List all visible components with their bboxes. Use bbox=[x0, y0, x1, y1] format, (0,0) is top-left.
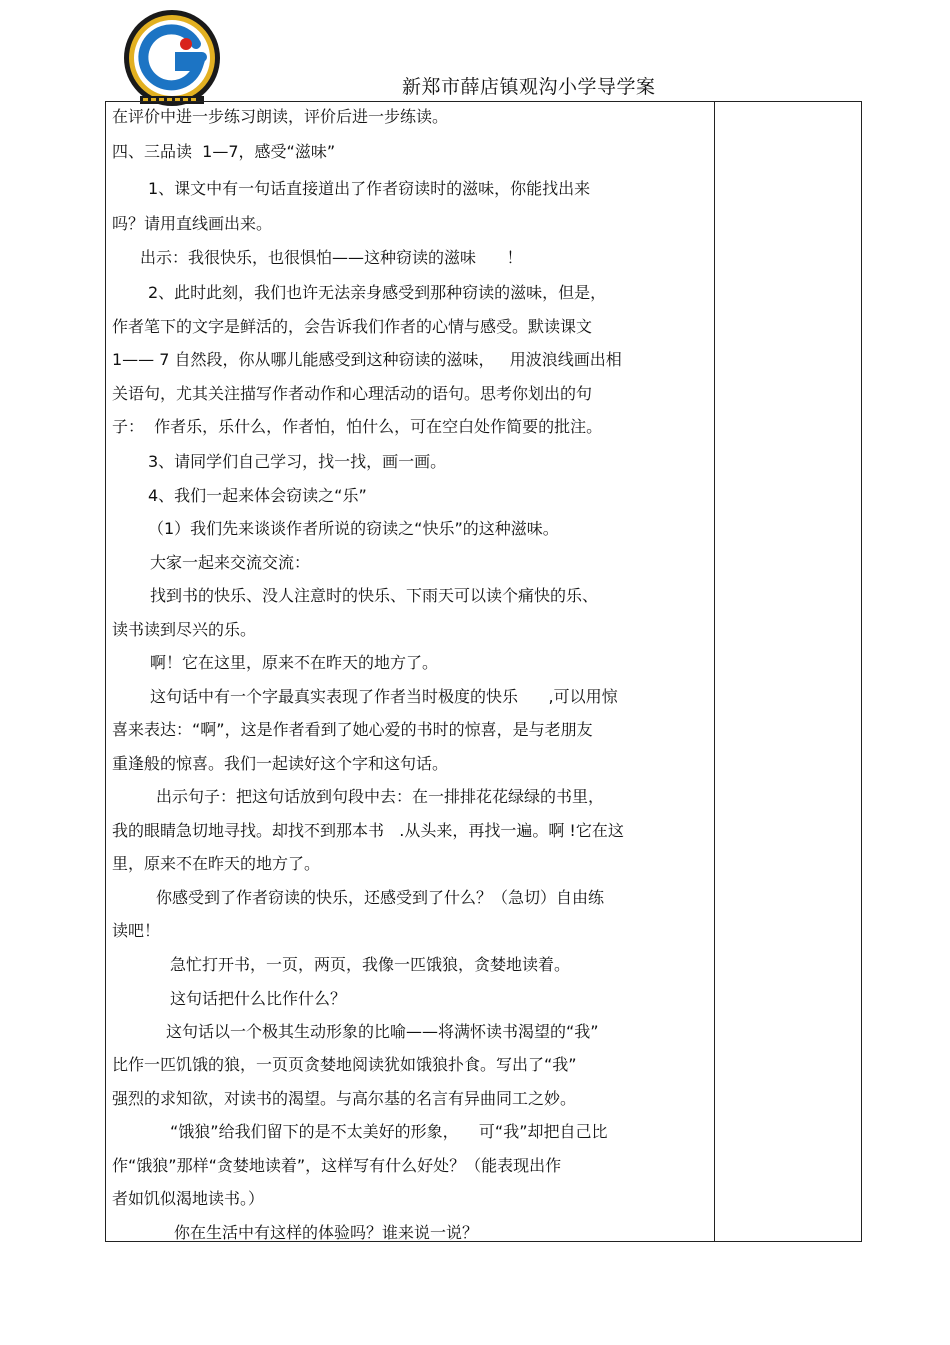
school-name-header: 新郑市薛店镇观沟小学导学案 bbox=[402, 76, 656, 98]
content-line: 吗？请用直线画出来。 bbox=[112, 214, 273, 233]
school-logo-emblem bbox=[118, 8, 226, 108]
content-line: 你感受到了作者窃读的快乐，还感受到了什么？（急切）自由练 bbox=[156, 888, 605, 907]
content-line: 你在生活中有这样的体验吗？谁来说一说？ bbox=[174, 1223, 479, 1242]
content-line: 子： 作者乐，乐什么，作者怕，怕什么，可在空白处作简要的批注。 bbox=[112, 417, 603, 436]
content-line: 这句话中有一个字最真实表现了作者当时极度的快乐 ,可以用惊 bbox=[150, 687, 618, 706]
content-line: 啊！它在这里，原来不在昨天的地方了。 bbox=[150, 653, 439, 672]
content-line: 作“饿狼”那样“贪婪地读着”，这样写有什么好处？（能表现出作 bbox=[112, 1156, 562, 1175]
content-line: 大家一起来交流交流： bbox=[150, 553, 311, 572]
content-line: 1—— 7 自然段，你从哪儿能感受到这种窃读的滋味， 用波浪线画出相 bbox=[112, 350, 622, 369]
content-line: 读书读到尽兴的乐。 bbox=[112, 620, 257, 639]
content-line: 4、我们一起来体会窃读之“乐” bbox=[148, 486, 367, 505]
content-line: 读吧！ bbox=[112, 921, 161, 940]
content-line: 比作一匹饥饿的狼，一页页贪婪地阅读犹如饿狼扑食。写出了“我” bbox=[112, 1055, 577, 1074]
content-line: 者如饥似渴地读书。） bbox=[112, 1189, 265, 1208]
content-line: 里，原来不在昨天的地方了。 bbox=[112, 854, 321, 873]
content-line: 2、此时此刻，我们也许无法亲身感受到那种窃读的滋味，但是， bbox=[148, 283, 607, 302]
content-line: “饿狼”给我们留下的是不太美好的形象， 可“我”却把自己比 bbox=[170, 1122, 608, 1141]
content-line: 在评价中进一步练习朗读，评价后进一步练读。 bbox=[112, 107, 449, 126]
content-line: 出示句子：把这句话放到句段中去：在一排排花花绿绿的书里， bbox=[156, 787, 605, 806]
content-line: 喜来表达：“啊”，这是作者看到了她心爱的书时的惊喜，是与老朋友 bbox=[112, 720, 593, 739]
content-line: 1、课文中有一句话直接道出了作者窃读时的滋味，你能找出来 bbox=[148, 179, 591, 198]
content-line: 关语句，尤其关注描写作者动作和心理活动的语句。思考你划出的句 bbox=[112, 384, 593, 403]
table-column-divider bbox=[714, 101, 715, 1242]
content-line: 四、三品读 1—7，感受“滋味” bbox=[112, 142, 336, 161]
content-line: 出示：我很快乐，也很惧怕——这种窃读的滋味 ！ bbox=[140, 248, 523, 267]
content-line: 找到书的快乐、没人注意时的快乐、下雨天可以读个痛快的乐、 bbox=[150, 586, 599, 605]
content-line: 强烈的求知欲，对读书的渴望。与高尔基的名言有异曲同工之妙。 bbox=[112, 1089, 577, 1108]
content-line: 这句话以一个极其生动形象的比喻——将满怀读书渴望的“我” bbox=[166, 1022, 599, 1041]
content-line: 这句话把什么比作什么？ bbox=[170, 989, 347, 1008]
content-line: （1）我们先来谈谈作者所说的窃读之“快乐”的这种滋味。 bbox=[148, 519, 559, 538]
school-logo bbox=[118, 8, 226, 108]
content-line: 重逢般的惊喜。我们一起读好这个字和这句话。 bbox=[112, 754, 449, 773]
content-line: 3、请同学们自己学习，找一找，画一画。 bbox=[148, 452, 447, 471]
content-line: 急忙打开书，一页，两页，我像一匹饿狼，贪婪地读着。 bbox=[170, 955, 571, 974]
content-line: 我的眼睛急切地寻找。却找不到那本书 .从头来，再找一遍。啊 !它在这 bbox=[112, 821, 624, 840]
content-line: 作者笔下的文字是鲜活的，会告诉我们作者的心情与感受。默读课文 bbox=[112, 317, 593, 336]
